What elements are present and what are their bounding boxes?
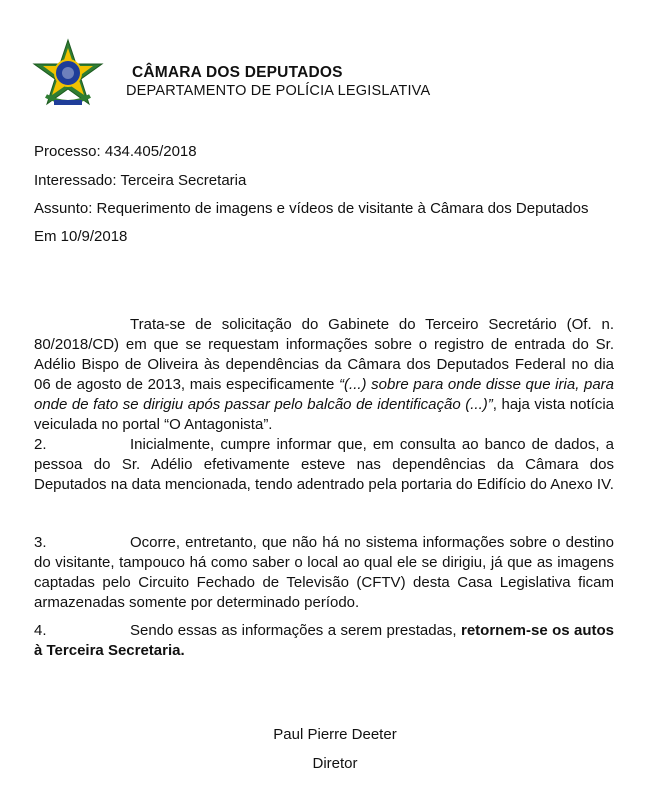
paragraph-1-text-a: Trata-se de solicitação do Gabinete do Terceiro Secretário (Of. n. 80/2018/CD) em que se requestam informações sobre o registro de entrada do Sr. Adélio Bispo de Oliveira às dependências da Câmara dos Deputados Federal no dia 06 de agosto de 2013, mais especificamente — [34, 316, 614, 393]
paragraph-1-text-b: , haja vista notícia veiculada no portal “O Antagonista”. — [34, 396, 614, 433]
paragraph-4-text: Sendo essas as informações a serem prestadas, — [130, 622, 461, 639]
signatory-name: Paul Pierre Deeter — [273, 726, 397, 743]
paragraph-4-end: . — [180, 642, 185, 659]
paragraph-2-text: Inicialmente, cumpre informar que, em consulta ao banco de dados, a pessoa do Sr. Adélio efetivamente esteve nas dependências da Câmara dos Deputados na data mencionada, tendo adentrado pela portaria do Edifício do Anexo IV. — [34, 436, 614, 493]
date-line: Em 10/9/2018 — [34, 228, 128, 245]
signatory-role: Diretor — [312, 755, 358, 772]
assunto-line: Assunto: Requerimento de imagens e vídeos de visitante à Câmara dos Deputados — [34, 200, 589, 217]
org-name: CÂMARA DOS DEPUTADOS — [132, 64, 343, 81]
paragraph-2-number: 2. — [34, 436, 47, 453]
paragraph-1 — [34, 315, 614, 435]
paragraph-4 — [34, 621, 614, 661]
letterhead — [0, 0, 650, 120]
interessado-line: Interessado: Terceira Secretaria — [34, 172, 247, 189]
paragraph-2 — [34, 435, 614, 495]
paragraph-3-text: Ocorre, entretanto, que não há no sistema informações sobre o destino do visitante, tampouco há como saber o local ao qual ele se dirigiu, já que as imagens captadas pelo Circuito Fechado de Televisão (CFTV) desta Casa Legislativa ficam armazenadas somente por determinado período. — [34, 534, 614, 611]
coat-of-arms-icon — [32, 38, 104, 110]
department-name: DEPARTAMENTO DE POLÍCIA LEGISLATIVA — [126, 83, 431, 99]
paragraph-4-number: 4. — [34, 622, 47, 639]
paragraph-3-number: 3. — [34, 534, 47, 551]
paragraph-1-quote: “(...) sobre para onde disse que iria, para onde de fato se dirigiu após passar pelo balcão de identificação (...)” — [34, 376, 614, 413]
processo-line: Processo: 434.405/2018 — [34, 143, 197, 160]
paragraph-3 — [34, 533, 614, 613]
paragraph-4-bold: retornem-se os autos à Terceira Secretaria — [34, 622, 614, 659]
